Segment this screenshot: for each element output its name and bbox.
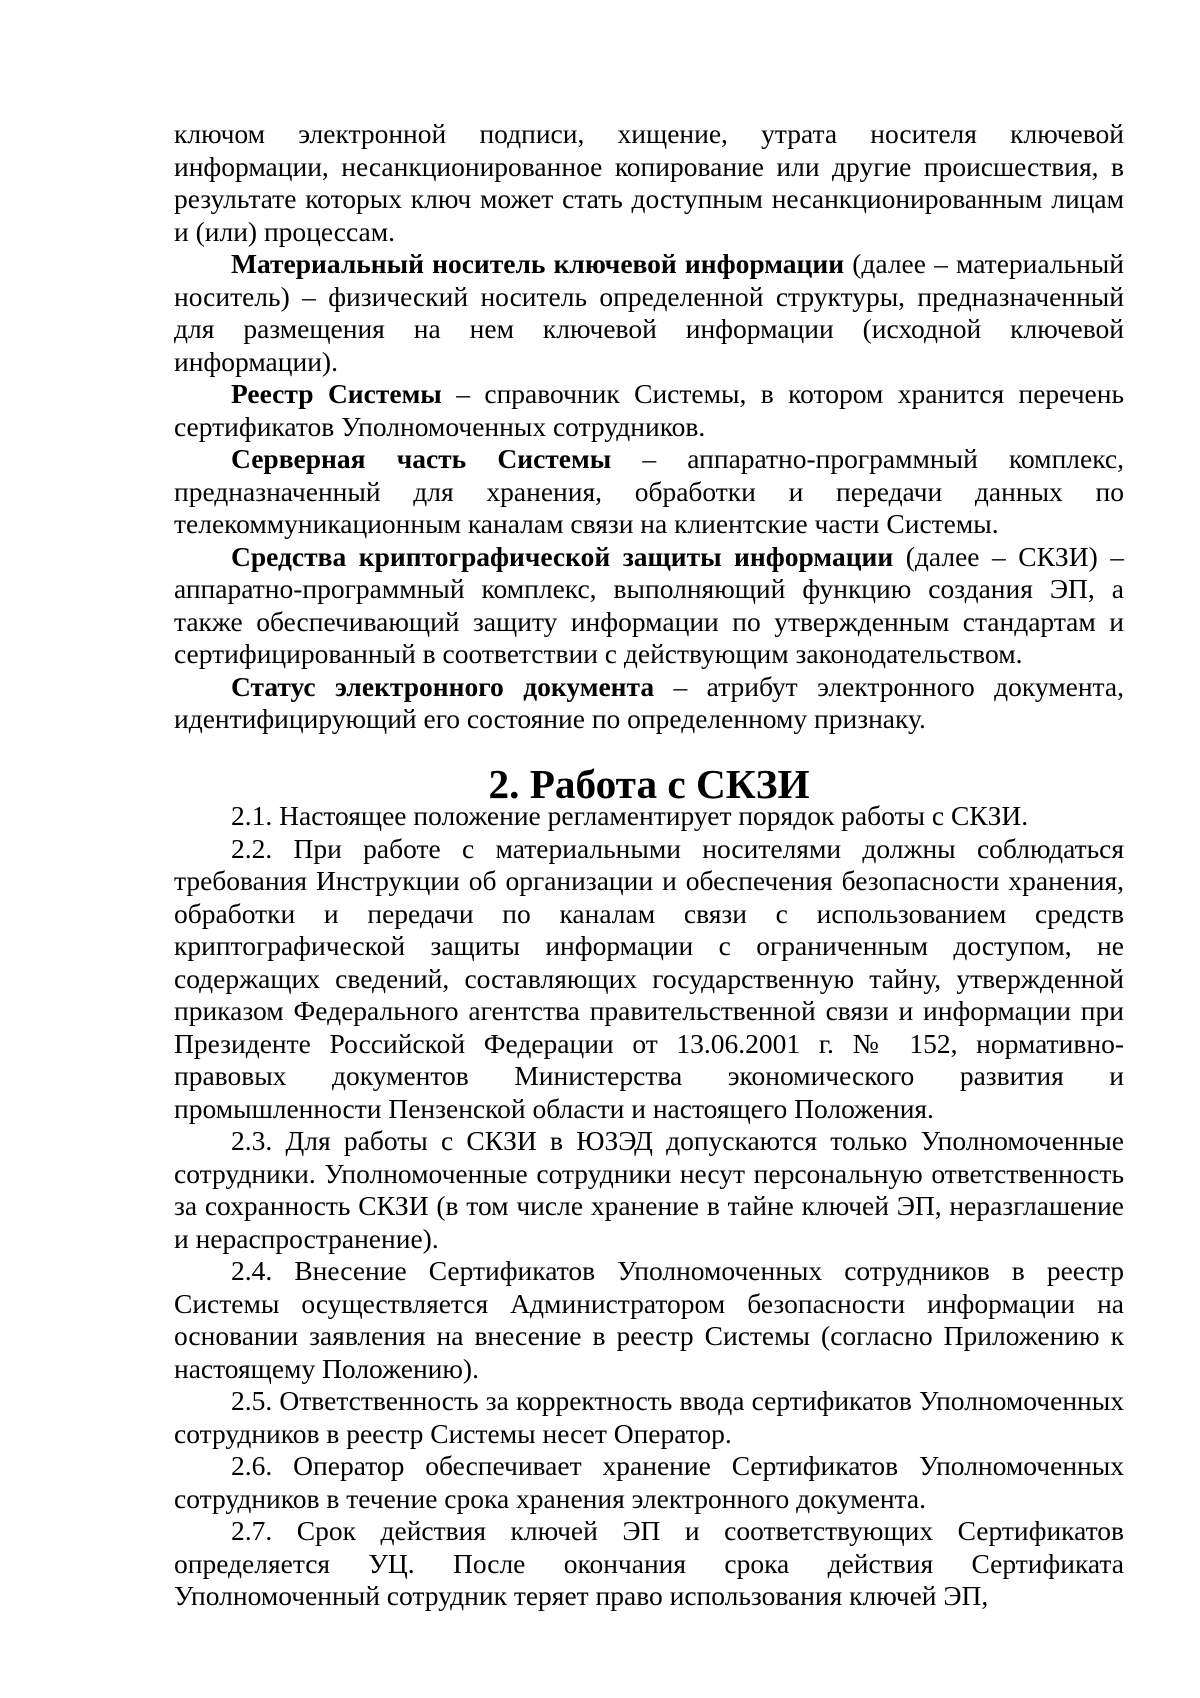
definition-text: – справочник Системы, в котором хранится перечень сертификатов Уполномоченных сотрудников. — [174, 378, 1124, 442]
definition-text: – атрибут электронного документа, идентифицирующий его состояние по определенному признаку. — [174, 670, 1124, 734]
section-item-2-5: 2.5. Ответственность за корректность ввода сертификатов Уполномоченных сотрудников в реестр Системы несет Оператор. — [174, 1385, 1124, 1449]
definition-system-registry — [174, 378, 1124, 443]
document-page — [174, 118, 1124, 1613]
paragraph-continuation: ключом электронной подписи, хищение, утрата носителя ключевой информации, несанкционированное копирование или другие происшествия, в результате которых ключ может стать доступным несанкционированным лицам и (или) процессам. — [174, 118, 1124, 247]
definition-skzi — [174, 541, 1124, 671]
definition-text: (далее – СКЗИ) – аппаратно-программный комплекс, выполняющий функцию создания ЭП, а также обеспечивающий защиту информации по утвержденным стандартам и сертифицированный в соответствии с действующим законодательством. — [174, 540, 1124, 669]
section-item-2-6: 2.6. Оператор обеспечивает хранение Сертификатов Уполномоченных сотрудников в течение срока хранения электронного документа. — [174, 1450, 1124, 1514]
definition-text: (далее – материальный носитель) – физический носитель определенной структуры, предназначенный для размещения на нем ключевой информации (исходной ключевой информации). — [174, 248, 1124, 377]
definition-server-part — [174, 443, 1124, 541]
section-item-2-2: 2.2. При работе с материальными носителями должны соблюдаться требования Инструкции об организации и обеспечения безопасности хранения, обработки и передачи по каналам связи с использованием средств криптографической защиты информации с ограниченным доступом, не содержащих сведений, составляющих государственную тайну, утвержденной приказом Федерального агентства правительственной связи и информации при Президенте Российской Федерации от 13.06.2001 г. № 152, нормативно-правовых документов Министерства экономического развития и промышленности Пензенской области и настоящего Положения. — [174, 832, 1124, 1124]
definition-term: Серверная часть Системы — [231, 443, 612, 474]
definition-text: – аппаратно-программный комплекс, предназначенный для хранения, обработки и передачи данных по телекоммуникационным каналам связи на клиентские части Системы. — [174, 443, 1124, 539]
definition-term: Средства криптографической защиты информации — [231, 540, 894, 572]
definition-term: Материальный носитель ключевой информации — [231, 248, 845, 279]
definition-material-carrier — [174, 248, 1124, 378]
section-item-2-3: 2.3. Для работы с СКЗИ в ЮЗЭД допускаются только Уполномоченные сотрудники. Уполномоченные сотрудники несут персональную ответственность за сохранность СКЗИ (в том числе хранение в тайне ключей ЭП, неразглашение и нераспространение). — [174, 1125, 1124, 1254]
section-item-2-7: 2.7. Срок действия ключей ЭП и соответствующих Сертификатов определяется УЦ. После окончания срока действия Сертификата Уполномоченный сотрудник теряет право использования ключей ЭП, — [174, 1515, 1124, 1611]
definition-term: Статус электронного документа — [231, 670, 655, 702]
section-item-2-1: 2.1. Настоящее положение регламентирует порядок работы с СКЗИ. — [231, 800, 1029, 831]
section-item-2-4: 2.4. Внесение Сертификатов Уполномоченных сотрудников в реестр Системы осуществляется Администратором безопасности информации на основании заявления на внесение в реестр Системы (согласно Приложению к настоящему Положению). — [174, 1255, 1124, 1384]
definition-document-status — [174, 671, 1124, 736]
definition-term: Реестр Системы — [231, 378, 442, 409]
section-title: 2. Работа с СКЗИ — [488, 760, 810, 807]
